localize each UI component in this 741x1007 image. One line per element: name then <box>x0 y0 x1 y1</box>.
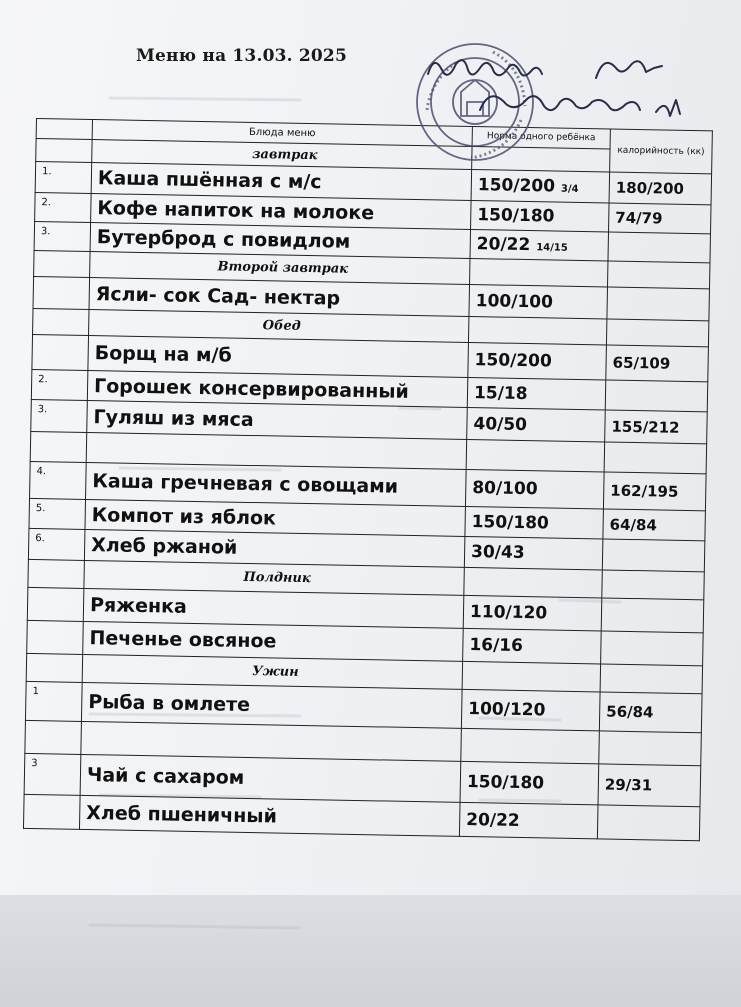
portion-value: 100/120 <box>468 699 546 721</box>
section-label: Ужин <box>82 654 462 689</box>
row-number: 3 <box>24 753 81 795</box>
menu-table <box>23 118 713 841</box>
section-label: Полдник <box>84 560 464 595</box>
dish-name: Бутерброд с повидлом <box>90 223 470 259</box>
calories-value: 29/31 <box>598 764 701 807</box>
portion-cell <box>463 595 602 631</box>
dish-name: Ряженка <box>83 588 464 628</box>
portion-cell <box>461 689 600 731</box>
portion-cell <box>471 169 610 203</box>
row-number <box>23 794 80 829</box>
section-label: завтрак <box>92 140 472 170</box>
portion-cell <box>470 229 609 261</box>
calories-value: 56/84 <box>599 692 702 733</box>
calories-value <box>607 287 710 321</box>
dish-name: Каша гречневая с овощами <box>86 462 467 506</box>
calories-value <box>601 631 704 666</box>
dish-name: Хлеб пшеничный <box>79 795 460 836</box>
header-num-cell <box>36 119 92 140</box>
handwritten-signature <box>420 48 720 128</box>
dish-name: Компот из яблок <box>85 499 465 536</box>
row-number: 2. <box>35 192 92 222</box>
dish-name: Горошек консервированный <box>87 370 467 407</box>
portion-cell <box>468 342 607 380</box>
portion-cell <box>464 536 603 570</box>
row-number <box>27 620 84 654</box>
row-num-cell <box>36 139 92 163</box>
calories-value <box>601 598 704 633</box>
row-number: 3. <box>34 221 91 251</box>
portion-cell <box>460 761 599 805</box>
row-number: 3. <box>31 399 88 432</box>
dish-name: Гуляш из мяса <box>87 400 468 439</box>
portion-value: 16/16 <box>469 635 524 657</box>
portion-value: 30/43 <box>470 542 525 564</box>
row-number: 6. <box>28 528 85 560</box>
calories-cell <box>602 570 704 600</box>
portion-value: 20/22 <box>466 809 520 831</box>
portion-value: 150/200 <box>477 175 556 197</box>
portion-value: 15/18 <box>473 382 528 404</box>
section-label: Обед <box>89 310 469 343</box>
row-number <box>33 276 90 309</box>
page-title: Меню на 13.03. 2025 <box>136 46 347 66</box>
header-calories: калорийность (кк) <box>610 129 713 174</box>
menu-table-body <box>23 119 712 841</box>
portion-cell <box>467 377 606 410</box>
row-number <box>32 334 89 370</box>
calories-value: 180/200 <box>609 172 712 205</box>
portion-cell <box>468 316 606 345</box>
row-num-cell <box>26 653 83 682</box>
calories-cell <box>607 261 709 289</box>
row-num-cell <box>34 250 90 277</box>
row-num-cell <box>25 720 82 754</box>
calories-value <box>608 232 711 263</box>
calories-value: 155/212 <box>605 410 708 444</box>
calories-value: 65/109 <box>606 345 709 382</box>
calories-value: 162/195 <box>603 472 706 511</box>
header-portion: Норма одного ребёнка <box>472 126 610 149</box>
portion-value: 150/180 <box>466 772 545 794</box>
portion-cell <box>463 628 602 664</box>
portion-cell <box>462 661 600 692</box>
portion-value: 40/50 <box>473 413 528 435</box>
calories-cell <box>606 319 708 347</box>
row-number: 1 <box>25 681 82 721</box>
portion-cell <box>465 506 604 539</box>
calories-value <box>602 539 705 572</box>
dish-name: Борщ на м/б <box>88 335 469 377</box>
portion-cell <box>459 802 598 839</box>
portion-value: 20/22 <box>476 234 531 256</box>
portion-value: 80/100 <box>472 478 538 500</box>
section-label: Второй завтрак <box>90 252 470 285</box>
portion-cell <box>464 567 602 598</box>
portion-cell <box>465 469 604 509</box>
row-number: 5. <box>29 498 86 529</box>
dish-name: Хлеб ржаной <box>84 529 465 567</box>
dish-name: Рыба в омлете <box>81 682 462 728</box>
dish-name: Кофе напиток на молоке <box>91 194 471 230</box>
calories-cell <box>599 731 702 766</box>
portion-value: 150/180 <box>471 511 550 533</box>
row-number: 1. <box>35 162 92 194</box>
portion-value: 100/100 <box>475 290 554 313</box>
paper-shadow <box>0 895 741 1007</box>
dish-name: Ясли- сок Сад- нектар <box>89 278 470 317</box>
dish-name: Чай с сахаром <box>80 754 461 802</box>
calories-value <box>597 805 700 841</box>
row-number: 2. <box>31 369 88 400</box>
calories-cell <box>600 664 702 694</box>
portion-cell <box>461 728 600 764</box>
dish-name: Печенье овсяное <box>83 621 464 661</box>
row-number: 4. <box>30 461 87 499</box>
portion-cell <box>470 258 608 287</box>
calories-value: 64/84 <box>603 509 706 541</box>
portion-cell <box>467 407 606 442</box>
portion-note: 3/4 <box>560 183 579 195</box>
row-number <box>27 587 84 621</box>
portion-note: 14/15 <box>536 242 568 254</box>
calories-cell <box>604 442 707 474</box>
portion-cell <box>469 284 608 319</box>
row-num-cell <box>28 559 85 588</box>
header-dish: Блюда меню <box>92 120 472 147</box>
portion-cell <box>466 439 605 472</box>
calories-value <box>605 380 708 412</box>
dish-name: Каша пшённая с м/с <box>91 163 472 201</box>
row-num-cell <box>30 431 87 462</box>
portion-value: 150/180 <box>477 205 555 227</box>
portion-cell <box>471 200 610 232</box>
portion-value: 150/200 <box>474 350 552 372</box>
row-num-cell <box>33 308 89 335</box>
portion-value: 110/120 <box>469 602 548 624</box>
calories-value: 74/79 <box>609 203 712 234</box>
